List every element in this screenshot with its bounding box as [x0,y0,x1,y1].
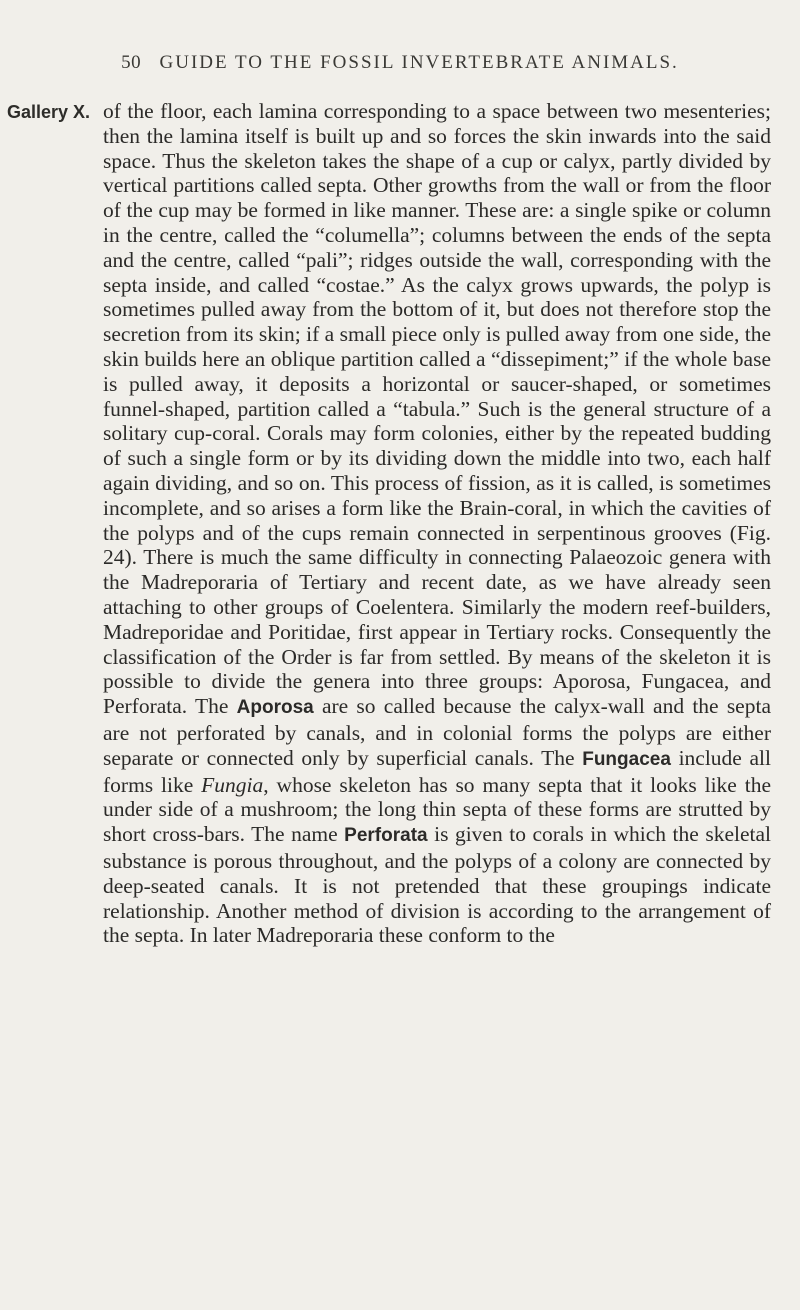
text-segment: of the floor, each lamina corresponding to a space between two mesenteries; then the lamina itself is built up and so forces the skin inwards into the said space. Thus the skeleton takes the shape of a cup or calyx, partly divided by vertical partitions called septa. Other growths from the wall or from the floor of the cup may be formed in like manner. These are: a single spike or column in the centre, called the “columella”; columns between the ends of the septa and the centre, called “pali”; ridges outside the wall, corresponding with the septa inside, and called “costae.” As the calyx grows upwards, the polyp is sometimes pulled away from the bottom of it, but does not therefore stop the secretion from its skin; if a small piece only is pulled away from one side, the skin builds here an oblique partition called a “dissepiment;” if the whole base is pulled away, it deposits a horizontal or saucer-shaped, or sometimes funnel-shaped, partition called a “tabula.” Such is the general structure of a solitary cup-coral. Corals may form colonies, either by the repeated budding of such a single form or by its dividing down the middle into two, each half again dividing, and so on. This process of fission, as it is called, is sometimes incomplete, and so arises a form like the Brain-coral, in which the cavities of the polyps and of the cups remain connected in serpentinous grooves (Fig. 24). There is much the same difficulty in connecting Palaeozoic genera with the Madreporaria of Tertiary and recent date, as we have already seen attaching to other groups of Coelentera. Similarly the modern reef-builders, Madreporidae and Poritidae, first appear in Tertiary rocks. Consequently the classification of the Order is far from settled. By means of the skeleton it is possible to divide the genera into three groups: Aporosa, Fungacea, and Perforata. The [103,99,771,719]
term-aporosa: Aporosa [236,697,314,719]
text-segment: , whose skeleton has so many septa that it looks like the under side of a mushroom; the long thin septa of these forms are strutted by short cross-bars. The name [103,772,771,847]
running-head-title: GUIDE TO THE FOSSIL INVERTEBRATE ANIMALS. [159,52,679,73]
gallery-margin-label: Gallery X. [7,102,91,122]
page-number: 50 [121,52,142,73]
genus-fungia: Fungia [201,772,264,797]
term-fungacea: Fungacea [582,748,671,770]
text-segment: are so called because the calyx-wall and the septa are not perforated by canals, and in colonial forms the polyps are either separate or connected only by superficial canals. The [103,694,771,770]
term-perforata: Perforata [344,825,428,847]
text-segment: is given to corals in which the skeletal substance is porous throughout, and the polyps of a colony are connected by deep-seated canals. It is not pretended that these groupings indicate relationship. Another method of division is according to the arrangement of the septa. In later Madreporaria these conform to the [103,822,771,948]
body-paragraph [103,99,771,948]
text-segment: include all forms like [103,745,771,797]
running-head [0,52,800,74]
